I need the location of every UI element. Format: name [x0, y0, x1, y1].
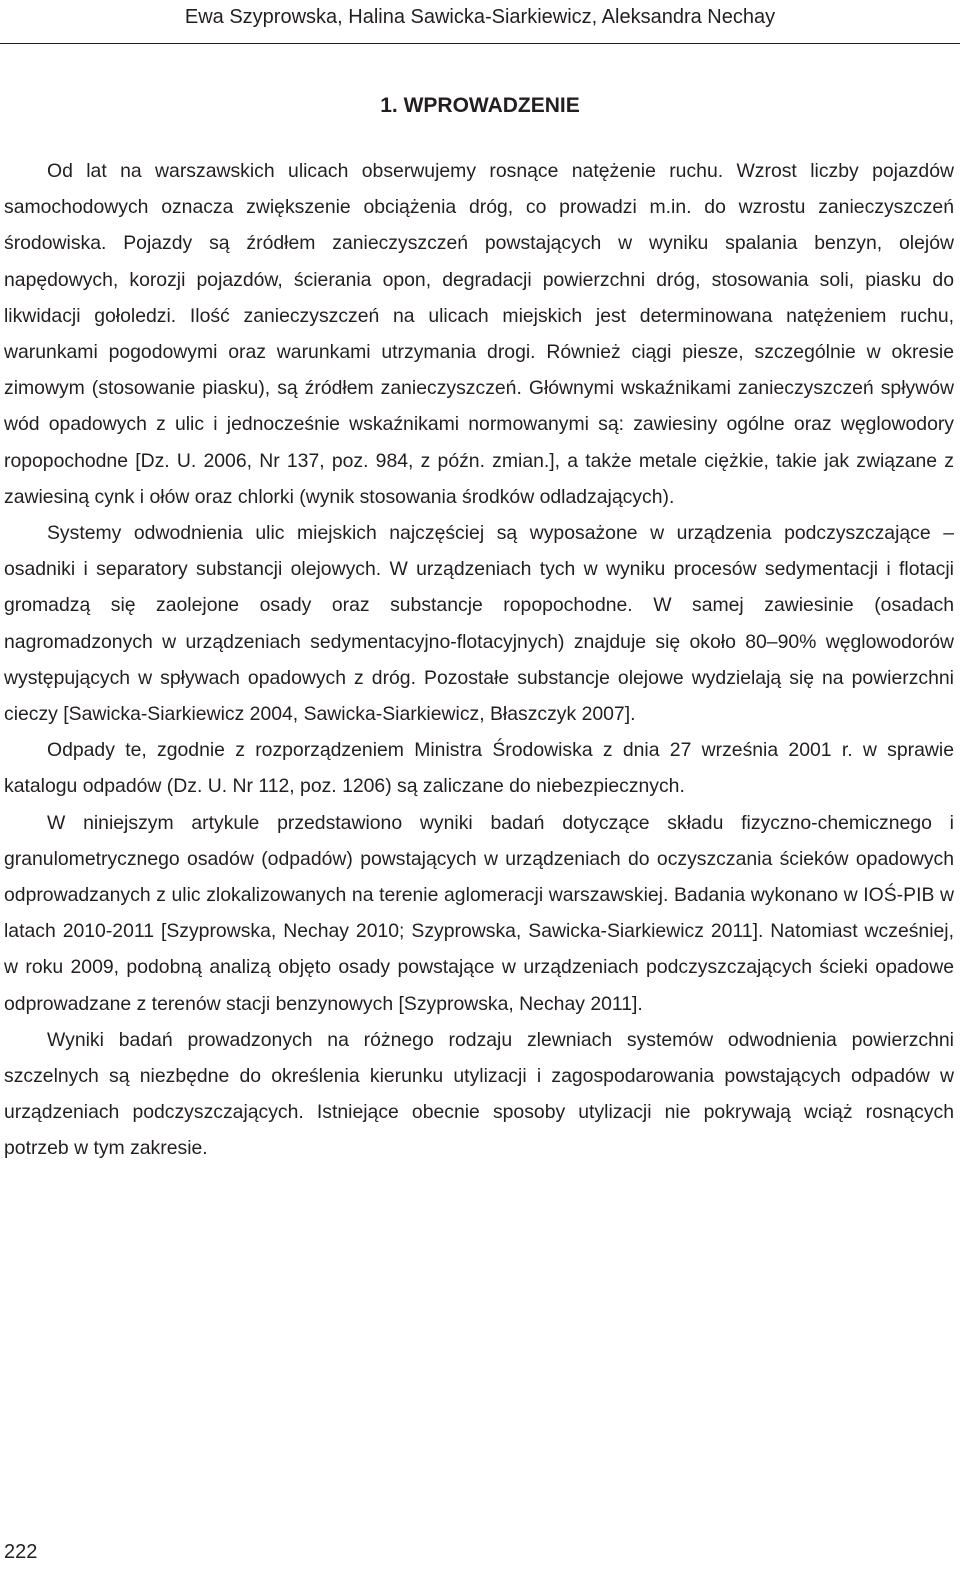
section-heading: 1. WPROWADZENIE	[380, 94, 580, 117]
paragraph: Odpady te, zgodnie z rozporządzeniem Ministra Środowiska z dnia 27 września 2001 r. w sprawie katalogu odpadów (Dz. U. Nr 112, poz. 1206) są zaliczane do niebezpiecznych.	[4, 739, 954, 798]
body-text	[4, 153, 954, 1167]
header-authors: Ewa Szyprowska, Halina Sawicka-Siarkiewicz, Aleksandra Nechay	[184, 6, 776, 28]
paragraph: Od lat na warszawskich ulicach obserwujemy rosnące natężenie ruchu. Wzrost liczby pojazdów samochodowych oznacza zwiększenie obciążenia dróg, co prowadzi m.in. do wzrostu zanieczyszczeń środowiska. Pojazdy są źródłem zanieczyszczeń powstających w wyniku spalania benzyn, olejów napędowych, korozji pojazdów, ścierania opon, degradacji powierzchni dróg, stosowania soli, piasku do likwidacji gołoledzi. Ilość zanieczyszczeń na ulicach miejskich jest determinowana natężeniem ruchu, warunkami pogodowymi oraz warunkami utrzymania drogi. Również ciągi piesze, szczególnie w okresie zimowym (stosowanie piasku), są źródłem zanieczyszczeń. Głównymi wskaźnikami zanieczyszczeń spływów wód opadowych z ulic i jednocześnie wskaźnikami normowanymi są: zawiesiny ogólne oraz węglowodory ropopochodne [Dz. U. 2006, Nr 137, poz. 984, z późn. zmian.], a także metale ciężkie, takie jak związane z zawiesiną cynk i ołów oraz chlorki (wynik stosowania środków odladzających).	[4, 160, 954, 508]
running-header	[0, 0, 960, 44]
paragraph: Systemy odwodnienia ulic miejskich najczęściej są wyposażone w urządzenia podczyszczające – osadniki i separatory substancji olejowych. W urządzeniach tych w wyniku procesów sedymentacji i flotacji gromadzą się zaolejone osady oraz substancje ropopochodne. W samej zawiesinie (osadach nagromadzonych w urządzeniach sedymentacyjno-flotacyjnych) znajduje się około 80–90% węglowodorów występujących w spływach opadowych z dróg. Pozostałe substancje olejowe wydzielają się na powierzchni cieczy [Sawicka-Siarkiewicz 2004, Sawicka-Siarkiewicz, Błaszczyk 2007].	[4, 522, 954, 726]
paragraph: W niniejszym artykule przedstawiono wyniki badań dotyczące składu fizyczno-chemicznego i granulometrycznego osadów (odpadów) powstających w urządzeniach do oczyszczania ścieków opadowych odprowadzanych z ulic zlokalizowanych na terenie aglomeracji warszawskiej. Badania wykonano w IOŚ-PIB w latach 2010-2011 [Szyprowska, Nechay 2010; Szyprowska, Sawicka-Siarkiewicz 2011]. Natomiast wcześniej, w roku 2009, podobną analizą objęto osady powstające w urządzeniach podczyszczających ścieki opadowe odprowadzane z terenów stacji benzynowych [Szyprowska, Nechay 2011].	[4, 811, 954, 1015]
page-number: 222	[4, 1541, 38, 1563]
paragraph: Wyniki badań prowadzonych na różnego rodzaju zlewniach systemów odwodnienia powierzchni szczelnych są niezbędne do określenia kierunku utylizacji i zagospodarowania powstających odpadów w urządzeniach podczyszczających. Istniejące obecnie sposoby utylizacji nie pokrywają wciąż rosnących potrzeb w tym zakresie.	[4, 1028, 954, 1160]
